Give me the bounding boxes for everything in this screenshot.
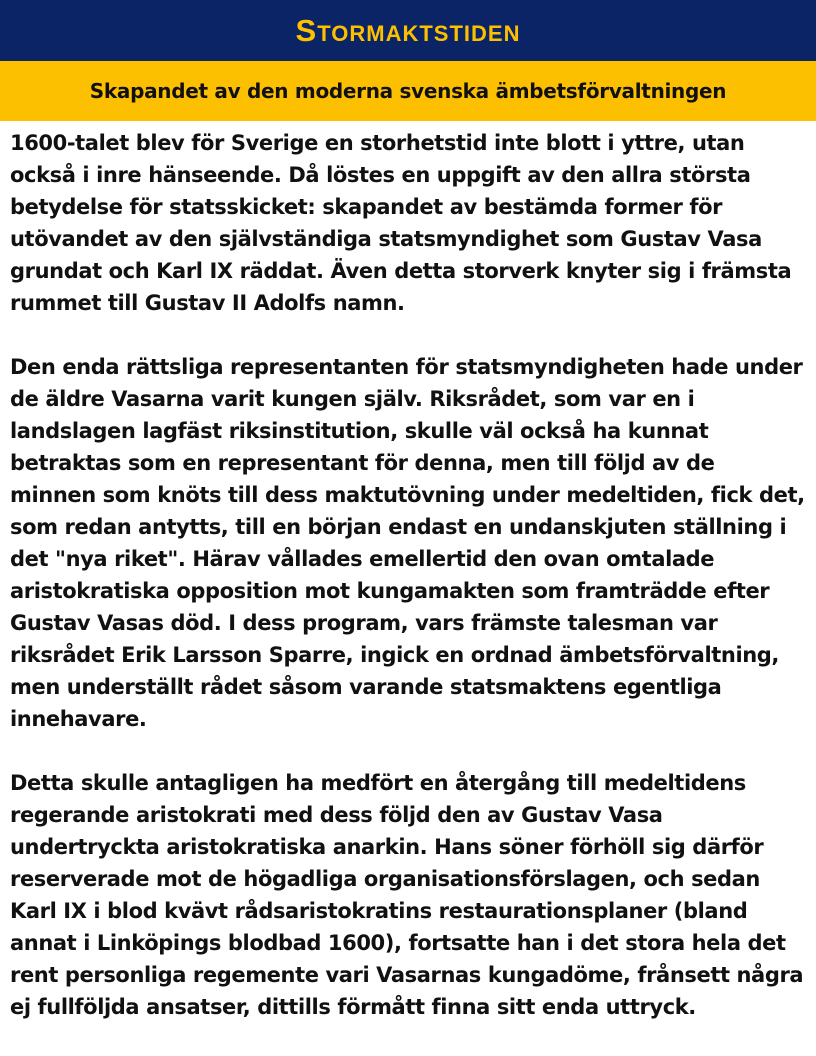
title-banner xyxy=(0,0,816,61)
subtitle-banner xyxy=(0,61,816,121)
page-title: Stormaktstiden xyxy=(295,12,521,48)
paragraph-3: Detta skulle antagligen ha medfört en återgång till medeltidens regerande aristokrati med dess följd den av Gustav Vasa undertryckta aristokratiska anarkin. Hans söner förhöll sig därför reserverade mot de högadliga organisationsförslagen, och sedan Karl IX i blod kvävt rådsaristokratins restaurationsplaner (bland annat i Linköpings blodbad 1600), fortsatte han i det stora hela det rent personliga regemente vari Vasarnas kungadöme, frånsett några ej fullföljda ansatser, dittills förmått finna sitt enda uttryck. xyxy=(10,771,804,1019)
paragraph-1: 1600-talet blev för Sverige en storhetstid inte blott i yttre, utan också i inre hänseende. Då löstes en uppgift av den allra största betydelse för statsskicket: skapandet av bestämda former för utövandet av den självständiga statsmyndighet som Gustav Vasa grundat och Karl IX räddat. Även detta storverk knyter sig i främsta rummet till Gustav II Adolfs namn. xyxy=(10,131,792,315)
page-subtitle: Skapandet av den moderna svenska ämbetsförvaltningen xyxy=(89,79,727,103)
article-body xyxy=(0,121,816,1023)
paragraph-2: Den enda rättsliga representanten för statsmyndigheten hade under de äldre Vasarna varit kungen själv. Riksrådet, som var en i landslagen lagfäst riksinstitution, skulle väl också ha kunnat betraktas som en representant för denna, men till följd av de minnen som knöts till dess maktutövning under medeltiden, fick det, som redan antytts, till en början endast en undanskjuten ställning i det "nya riket". Härav vållades emellertid den ovan omtalade aristokratiska opposition mot kungamakten som framträdde efter Gustav Vasas död. I dess program, vars främste talesman var riksrådet Erik Larsson Sparre, ingick en ordnad ämbetsförvaltning, men underställt rådet såsom varande statsmaktens egentliga innehavare. xyxy=(10,355,805,731)
